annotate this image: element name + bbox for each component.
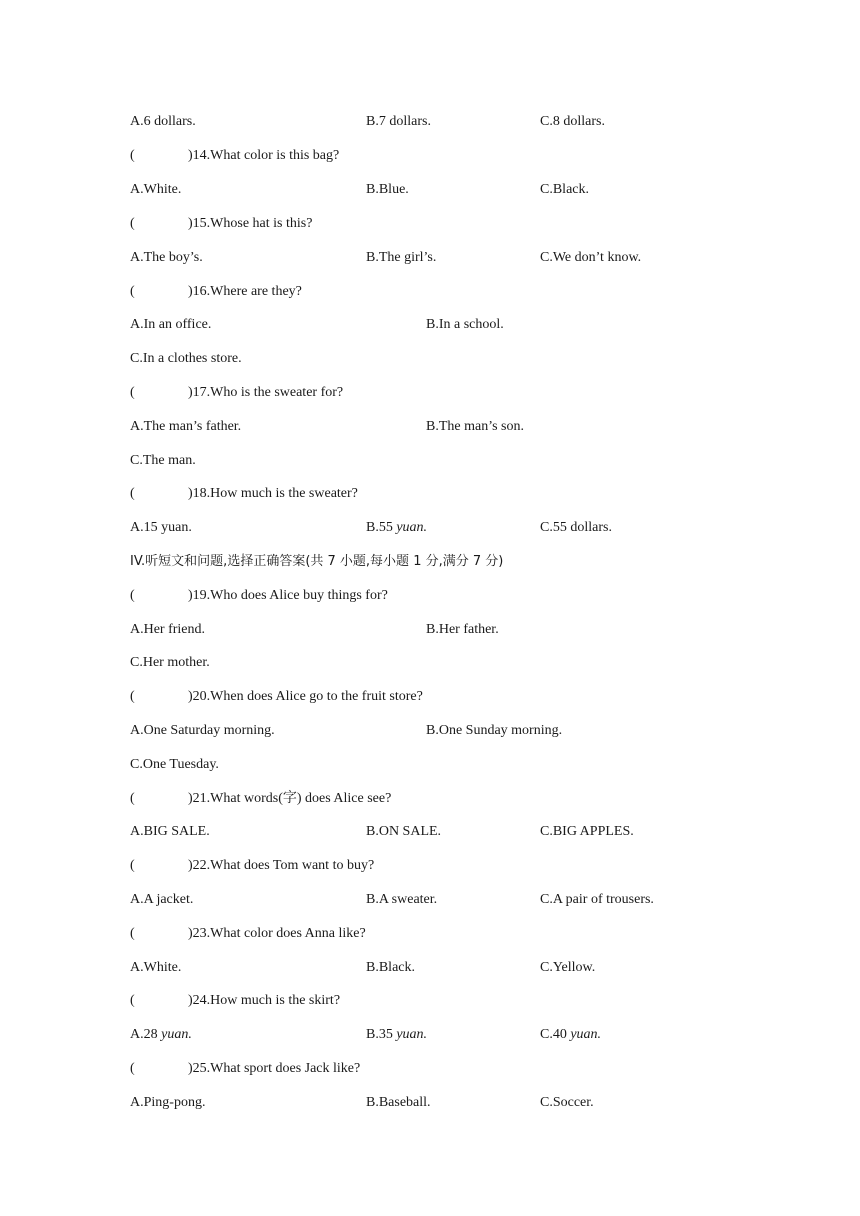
q20-option-b: B.One Sunday morning.	[426, 723, 563, 738]
question-text: )23.What color does Anna like?	[188, 926, 366, 941]
q16-question	[130, 283, 302, 301]
q15-option-b: B.The girl’s.	[366, 250, 437, 265]
question-text: )24.How much is the skirt?	[188, 993, 341, 1008]
q13-option-c: C.8 dollars.	[540, 114, 605, 129]
q21-option-c: C.BIG APPLES.	[540, 824, 634, 839]
q22-option-b: B.A sweater.	[366, 892, 438, 907]
q24-option-c: C.40 yuan.	[540, 1027, 602, 1042]
q16-option-a: A.In an office.	[130, 317, 212, 332]
q20-option-c: C.One Tuesday.	[130, 757, 219, 772]
q15-option-a: A.The boy’s.	[130, 250, 203, 265]
answer-blank: (	[130, 216, 135, 231]
section-heading: IV.听短文和问题,选择正确答案(共 7 小题,每小题 1 分,满分 7 分)	[130, 554, 504, 569]
answer-blank: (	[130, 689, 135, 704]
q15-question	[130, 215, 312, 233]
q23-option-a: A.White.	[130, 960, 182, 975]
q24-question	[130, 992, 340, 1010]
q25-option-c: C.Soccer.	[540, 1095, 594, 1110]
q21-option-a: A.BIG SALE.	[130, 824, 210, 839]
q18-option-b: B.55 yuan.	[366, 520, 428, 535]
question-text: )18.How much is the sweater?	[188, 486, 358, 501]
q18-option-c: C.55 dollars.	[540, 520, 612, 535]
q22-question	[130, 857, 374, 875]
answer-blank: (	[130, 588, 135, 603]
q13-option-b: B.7 dollars.	[366, 114, 431, 129]
q17-question	[130, 384, 343, 402]
answer-blank: (	[130, 284, 135, 299]
q19-option-a: A.Her friend.	[130, 622, 206, 637]
q25-question	[130, 1060, 360, 1078]
q21-option-b: B.ON SALE.	[366, 824, 442, 839]
q21-question	[130, 790, 391, 808]
question-text: )20.When does Alice go to the fruit store?	[188, 689, 423, 704]
q25-option-b: B.Baseball.	[366, 1095, 431, 1110]
q13-option-a: A.6 dollars.	[130, 114, 196, 129]
answer-blank: (	[130, 148, 135, 163]
q14-question	[130, 147, 339, 165]
q23-option-c: C.Yellow.	[540, 960, 596, 975]
question-text: )19.Who does Alice buy things for?	[188, 588, 388, 603]
q17-option-a: A.The man’s father.	[130, 419, 242, 434]
question-text: )16.Where are they?	[188, 284, 302, 299]
q18-question	[130, 485, 358, 503]
q17-option-c: C.The man.	[130, 453, 196, 468]
answer-blank: (	[130, 1061, 135, 1076]
question-text: )22.What does Tom want to buy?	[188, 858, 375, 873]
question-text: )14.What color is this bag?	[188, 148, 340, 163]
q15-option-c: C.We don’t know.	[540, 250, 642, 265]
q14-option-b: B.Blue.	[366, 182, 409, 197]
answer-blank: (	[130, 486, 135, 501]
question-text: )17.Who is the sweater for?	[188, 385, 344, 400]
q20-question	[130, 688, 423, 706]
q24-option-a: A.28 yuan.	[130, 1027, 192, 1042]
answer-blank: (	[130, 791, 135, 806]
q16-option-c: C.In a clothes store.	[130, 351, 242, 366]
q22-option-c: C.A pair of trousers.	[540, 892, 654, 907]
answer-blank: (	[130, 926, 135, 941]
q18-option-a: A.15 yuan.	[130, 520, 192, 535]
question-text: )21.What words(字) does Alice see?	[188, 791, 392, 806]
question-text: )25.What sport does Jack like?	[188, 1061, 361, 1076]
q14-option-a: A.White.	[130, 182, 182, 197]
answer-blank: (	[130, 858, 135, 873]
q25-option-a: A.Ping-pong.	[130, 1095, 206, 1110]
q23-question	[130, 925, 366, 943]
q14-option-c: C.Black.	[540, 182, 589, 197]
q16-option-b: B.In a school.	[426, 317, 504, 332]
question-text: )15.Whose hat is this?	[188, 216, 313, 231]
q20-option-a: A.One Saturday morning.	[130, 723, 275, 738]
q19-option-b: B.Her father.	[426, 622, 499, 637]
q19-option-c: C.Her mother.	[130, 655, 210, 670]
q22-option-a: A.A jacket.	[130, 892, 194, 907]
q24-option-b: B.35 yuan.	[366, 1027, 428, 1042]
q17-option-b: B.The man’s son.	[426, 419, 524, 434]
q23-option-b: B.Black.	[366, 960, 415, 975]
answer-blank: (	[130, 993, 135, 1008]
q19-question	[130, 587, 388, 605]
answer-blank: (	[130, 385, 135, 400]
